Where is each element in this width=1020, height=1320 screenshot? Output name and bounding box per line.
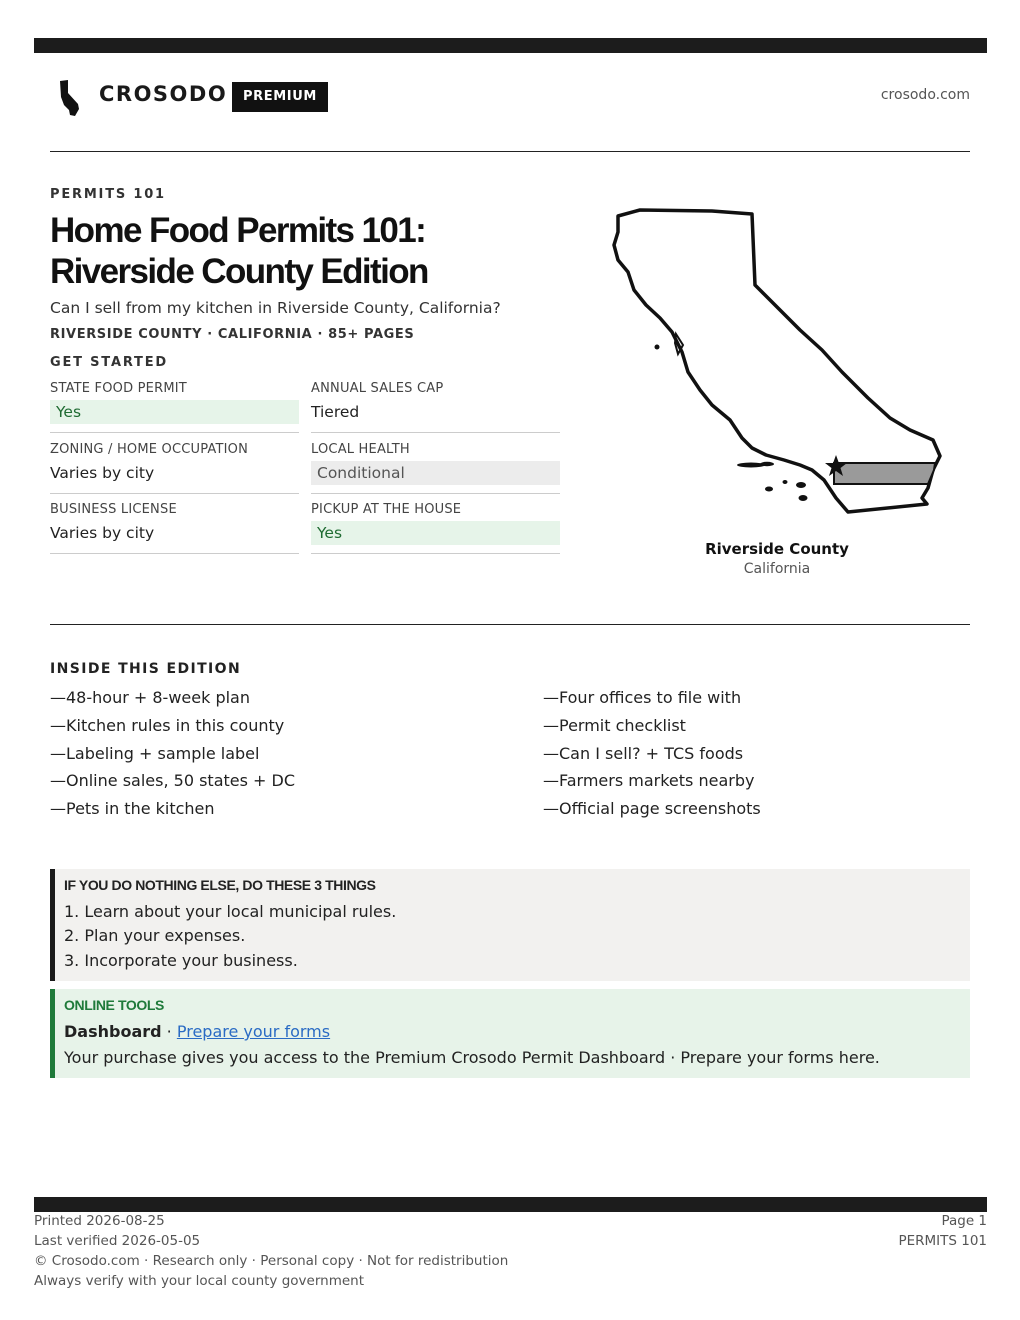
fact-label: ANNUAL SALES CAP: [311, 381, 444, 396]
island: [765, 487, 773, 492]
map-county-label: Riverside County: [705, 540, 849, 558]
fact-value: Yes: [311, 521, 560, 545]
island: [796, 482, 806, 488]
fact-local-health: [311, 442, 560, 494]
bottom-bar: [34, 1197, 987, 1212]
title-line-2: Riverside County Edition: [50, 252, 428, 291]
todo-item: 1. Learn about your local municipal rules.: [64, 902, 397, 921]
list-item: —Can I sell? + TCS foods: [543, 743, 744, 763]
footer-copyright: © Crosodo.com · Research only · Personal copy · Not for redistribution: [34, 1253, 509, 1269]
list-item: —Farmers markets nearby: [543, 771, 755, 791]
island: [760, 462, 774, 466]
premium-badge: PREMIUM: [232, 82, 328, 112]
todo-title: IF YOU DO NOTHING ELSE, DO THESE 3 THINGS: [64, 877, 376, 893]
meta-line: RIVERSIDE COUNTY · CALIFORNIA · 85+ PAGES: [50, 327, 415, 342]
todo-callout: [50, 869, 970, 981]
brand-name: CROSODO: [99, 82, 228, 106]
fact-pickup: [311, 502, 560, 554]
list-item: —Official page screenshots: [543, 799, 761, 818]
site-url[interactable]: crosodo.com: [880, 87, 970, 103]
map-state-label: California: [743, 561, 811, 577]
fact-value: Conditional: [311, 461, 560, 485]
eyebrow: PERMITS 101: [50, 187, 166, 202]
fact-label: ZONING / HOME OCCUPATION: [50, 442, 249, 457]
prepare-forms-link[interactable]: Prepare your forms: [176, 1022, 331, 1041]
inside-list-right: [543, 688, 761, 827]
list-item: —Four offices to file with: [543, 688, 742, 707]
section-divider: [50, 624, 970, 625]
header: [50, 75, 970, 120]
fact-zoning: [50, 442, 299, 494]
fact-state-food-permit: [50, 381, 299, 433]
fact-value: Tiered: [311, 403, 360, 421]
list-item: —Online sales, 50 states + DC: [50, 771, 296, 791]
list-item: —Labeling + sample label: [50, 743, 260, 763]
online-tools-callout: [50, 989, 970, 1078]
fact-label: PICKUP AT THE HOUSE: [311, 502, 462, 517]
footer-section: PERMITS 101: [898, 1233, 987, 1249]
footer-printed: Printed 2026-08-25: [34, 1213, 165, 1229]
fact-label: STATE FOOD PERMIT: [50, 381, 187, 396]
list-item: —Permit checklist: [543, 715, 686, 735]
fact-value: Yes: [50, 400, 299, 424]
footer-verified: Last verified 2026-05-05: [34, 1233, 201, 1249]
riverside-county-shape: [834, 463, 935, 484]
inside-title: INSIDE THIS EDITION: [50, 661, 242, 677]
separator: ·: [161, 1022, 177, 1041]
california-map: [600, 200, 960, 530]
list-item: —48-hour + 8-week plan: [50, 688, 250, 707]
inside-list-left: [50, 688, 295, 827]
page-title: [50, 210, 590, 292]
fact-label: BUSINESS LICENSE: [50, 502, 177, 517]
tools-dashboard-line: [64, 1022, 330, 1041]
tools-description: Your purchase gives you access to the Premium Crosodo Permit Dashboard · Prepare your forms here.: [64, 1048, 880, 1067]
top-bar: [34, 38, 987, 53]
lake-dot: [655, 345, 660, 350]
get-started-label: GET STARTED: [50, 355, 168, 370]
dashboard-label: Dashboard: [64, 1022, 162, 1041]
fact-value: Varies by city: [50, 464, 155, 482]
fact-annual-sales-cap: [311, 381, 560, 433]
todo-item: 2. Plan your expenses.: [64, 926, 246, 945]
fact-value: Varies by city: [50, 524, 155, 542]
list-item: —Kitchen rules in this county: [50, 715, 285, 735]
title-line-1: Home Food Permits 101:: [50, 211, 426, 250]
tools-title: ONLINE TOOLS: [64, 997, 164, 1013]
header-divider: [50, 151, 970, 152]
california-logo-icon: [58, 79, 84, 117]
island: [799, 495, 808, 501]
fact-business-license: [50, 502, 299, 554]
island: [783, 480, 788, 484]
fact-label: LOCAL HEALTH: [311, 442, 410, 457]
list-item: —Pets in the kitchen: [50, 799, 215, 818]
footer-verify-note: Always verify with your local county government: [34, 1273, 364, 1289]
subtitle: Can I sell from my kitchen in Riverside County, California?: [50, 299, 501, 317]
todo-item: 3. Incorporate your business.: [64, 951, 298, 970]
footer-page-number: Page 1: [941, 1213, 987, 1229]
